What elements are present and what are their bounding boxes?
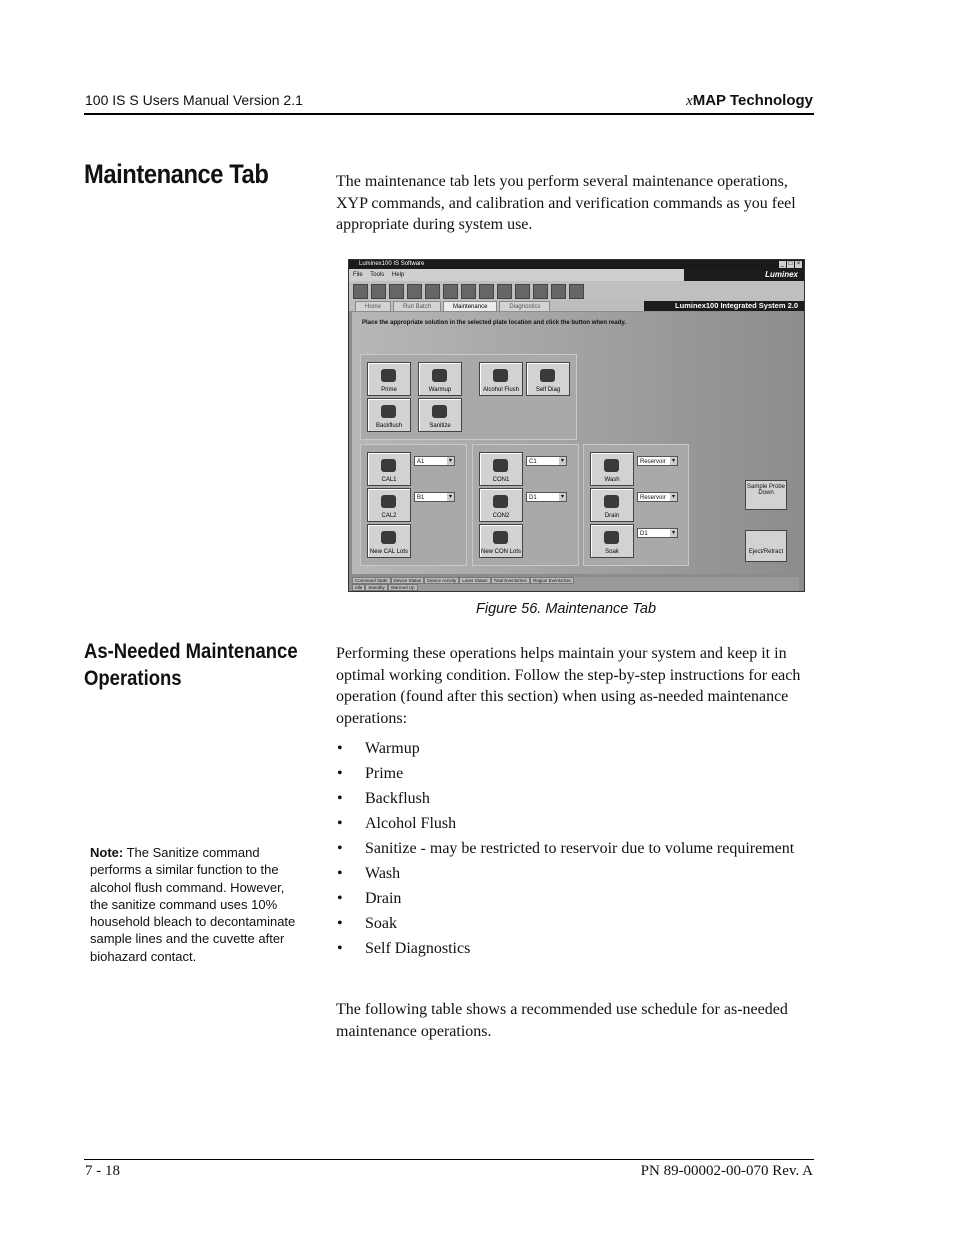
status-header: Region Events/Sec: [530, 577, 574, 584]
menu-tools[interactable]: Tools: [370, 272, 385, 278]
maximize-icon[interactable]: □: [788, 261, 793, 267]
toolbar-icon[interactable]: [551, 284, 566, 299]
con1-icon: [493, 459, 508, 472]
backflush-label: Backflush: [375, 423, 402, 429]
tab-run-batch[interactable]: Run Batch: [393, 301, 441, 311]
cal1-location-select[interactable]: A1 ▾: [414, 456, 455, 466]
footer-rule: [84, 1159, 814, 1160]
drain-label: Drain: [604, 513, 620, 519]
list-item: • Alcohol Flush: [336, 814, 806, 834]
alcohol-flush-button[interactable]: [479, 362, 523, 396]
menu-help[interactable]: Help: [391, 272, 405, 278]
status-header: Command State: [352, 577, 391, 584]
status-bar: [352, 577, 799, 591]
wash-location-select[interactable]: Reservoir ▾: [637, 456, 678, 466]
self-diag-button[interactable]: [526, 362, 570, 396]
soak-label: Soak: [605, 549, 619, 555]
subsection-intro: Performing these operations helps maintain your system and keep it in optimal working condition. Follow the step-by-step instructions for each operation (found after this section) when using as-needed maintenance operations:: [336, 645, 801, 727]
instruction-text: Place the appropriate solution in the selected plate location and click the button when ready.: [362, 320, 626, 326]
new-cal-label: New CAL Lots: [369, 549, 409, 555]
page-number: 7 - 18: [85, 1163, 120, 1179]
brand-logo: Luminex: [684, 269, 804, 281]
status-header: Total Events/Sec: [491, 577, 531, 584]
sanitize-button[interactable]: [418, 398, 462, 432]
toolbar-icon[interactable]: [353, 284, 368, 299]
status-header: Laser Status: [459, 577, 490, 584]
self-diag-label: Self Diag: [535, 387, 561, 393]
window-title: Luminex100 IS Software: [359, 261, 425, 267]
cal1-button[interactable]: [367, 452, 411, 486]
prime-label: Prime: [381, 387, 397, 393]
toolbar-icon[interactable]: [407, 284, 422, 299]
toolbar: [349, 281, 804, 301]
status-header: Device Activity: [424, 577, 459, 584]
menubar: [349, 269, 804, 281]
sanitize-note: [90, 844, 300, 965]
con2-icon: [493, 495, 508, 508]
drain-icon: [604, 495, 619, 508]
toolbar-icon[interactable]: [497, 284, 512, 299]
new-cal-lots-button[interactable]: [367, 524, 411, 558]
drain-button[interactable]: [590, 488, 634, 522]
system-name: Luminex100 Integrated System 2.0: [644, 301, 804, 311]
self-diag-icon: [540, 369, 555, 382]
tabs-row: [349, 301, 804, 311]
note-label: Note:: [90, 845, 124, 860]
window-controls: [779, 261, 802, 268]
list-item: • Sanitize - may be restricted to reservoir due to volume requirement: [336, 839, 806, 859]
soak-location-select[interactable]: D1 ▾: [637, 528, 678, 538]
con2-location-select[interactable]: D1 ▾: [526, 492, 567, 502]
prime-icon: [381, 369, 396, 382]
toolbar-icon[interactable]: [389, 284, 404, 299]
window-titlebar: [349, 260, 804, 269]
minimize-icon[interactable]: _: [780, 261, 785, 267]
section-title: Maintenance Tab: [84, 159, 269, 189]
toolbar-icon[interactable]: [461, 284, 476, 299]
toolbar-icon[interactable]: [515, 284, 530, 299]
warmup-icon: [432, 369, 447, 382]
warmup-button[interactable]: [418, 362, 462, 396]
maintenance-pane: [352, 312, 799, 574]
cal1-icon: [381, 459, 396, 472]
toolbar-icon[interactable]: [443, 284, 458, 299]
header-rule: [84, 113, 814, 115]
maintenance-screenshot: [348, 259, 805, 592]
status-value: Idle: [352, 584, 365, 591]
alcohol-icon: [493, 369, 508, 382]
header-x: x: [686, 93, 693, 109]
status-value: Standby: [365, 584, 388, 591]
backflush-icon: [381, 405, 396, 418]
sample-probe-down-button[interactable]: Sample Probe Down: [745, 480, 787, 510]
status-headers: [352, 577, 799, 584]
header-right: [686, 92, 813, 110]
status-value: Warmed Up: [388, 584, 418, 591]
wash-icon: [604, 459, 619, 472]
toolbar-icon[interactable]: [425, 284, 440, 299]
warmup-label: Warmup: [428, 387, 452, 393]
list-item: • Prime: [336, 764, 806, 784]
toolbar-icon[interactable]: [533, 284, 548, 299]
drain-location-select[interactable]: Reservoir ▾: [637, 492, 678, 502]
list-item: • Drain: [336, 889, 806, 909]
soak-icon: [604, 531, 619, 544]
cal2-location-select[interactable]: B1 ▾: [414, 492, 455, 502]
alcohol-flush-label: Alcohol Flush: [482, 387, 520, 393]
figure-caption: Figure 56. Maintenance Tab: [476, 601, 657, 617]
header-left: 100 IS S Users Manual Version 2.1: [85, 92, 303, 108]
list-item: • Soak: [336, 914, 806, 934]
con2-button[interactable]: [479, 488, 523, 522]
con1-location-select[interactable]: C1 ▾: [526, 456, 567, 466]
toolbar-icon[interactable]: [371, 284, 386, 299]
header-brand: MAP Technology: [692, 92, 813, 109]
new-con-lots-button[interactable]: [479, 524, 523, 558]
list-item: • Backflush: [336, 789, 806, 809]
soak-button[interactable]: [590, 524, 634, 558]
list-item: • Self Diagnostics: [336, 939, 806, 959]
note-text: The Sanitize command performs a similar function to the alcohol flush command. However, the sanitize command uses 10% household bleach to decontaminate sample lines and the cuvette after biohazard contact.: [90, 845, 296, 964]
subsection-title: As-Needed Maintenance Operations: [84, 640, 298, 690]
list-item: • Warmup: [336, 739, 806, 759]
cal2-label: CAL2: [381, 513, 397, 519]
toolbar-icon[interactable]: [569, 284, 584, 299]
subsection-outro: The following table shows a recommended use schedule for as-needed maintenance operations.: [336, 1001, 788, 1040]
part-number: PN 89-00002-00-070 Rev. A: [640, 1163, 813, 1179]
cal1-label: CAL1: [381, 477, 397, 483]
wash-button[interactable]: [590, 452, 634, 486]
close-icon[interactable]: ×: [796, 261, 801, 267]
sanitize-icon: [432, 405, 447, 418]
operations-list: [336, 739, 806, 964]
prime-button[interactable]: [367, 362, 411, 396]
cal2-icon: [381, 495, 396, 508]
status-values: [352, 584, 799, 591]
menu-file[interactable]: File: [353, 272, 363, 278]
con1-button[interactable]: [479, 452, 523, 486]
con1-label: CON1: [492, 477, 510, 483]
tab-home[interactable]: Home: [355, 301, 391, 311]
backflush-button[interactable]: [367, 398, 411, 432]
con2-label: CON2: [492, 513, 510, 519]
tab-diagnostics[interactable]: Diagnostics: [499, 301, 550, 311]
new-con-icon: [493, 531, 508, 544]
toolbar-icon[interactable]: [479, 284, 494, 299]
list-item: • Wash: [336, 864, 806, 884]
status-header: Device Status: [391, 577, 425, 584]
new-cal-icon: [381, 531, 396, 544]
new-con-label: New CON Lots: [480, 549, 521, 555]
sanitize-label: Sanitize: [429, 423, 451, 429]
section-intro: The maintenance tab lets you perform several maintenance operations, XYP commands, and calibration and verification commands as you feel appropriate during system use.: [336, 173, 796, 233]
tab-maintenance[interactable]: Maintenance: [443, 301, 497, 311]
wash-label: Wash: [604, 477, 620, 483]
cal2-button[interactable]: [367, 488, 411, 522]
eject-retract-button[interactable]: Eject/Retract: [745, 530, 787, 562]
